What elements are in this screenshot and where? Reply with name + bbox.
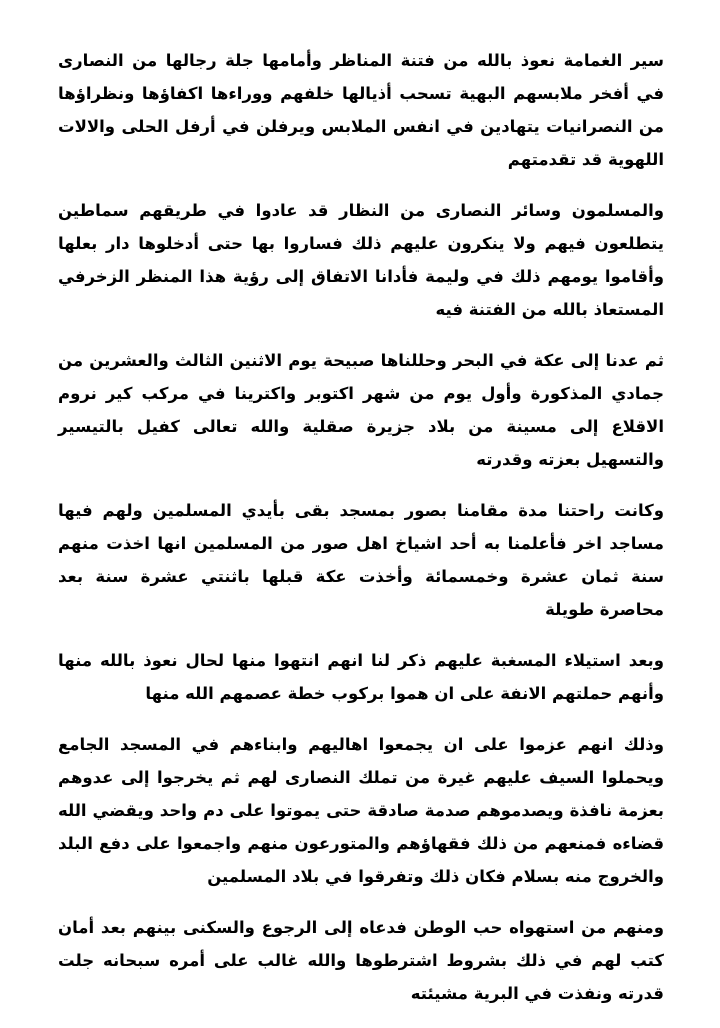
- paragraph-4: وكانت راحتنا مدة مقامنا بصور بمسجد بقى بأيدي المسلمين ولهم فيها مساجد اخر فأعلمنا به أحد اشياخ اهل صور من المسلمين انها اخذت منهم سنة ثمان عشرة وخمسمائة وأخذت عكة قبلها باثنتي عشرة سنة بعد محاصرة طويلة: [58, 501, 664, 619]
- document-body: [58, 44, 664, 1028]
- paragraph-2: والمسلمون وسائر النصارى من النظار قد عادوا في طريقهم سماطين يتطلعون فيهم ولا ينكرون عليهم ذلك فساروا بها حتى أدخلوها دار بعلها وأقاموا يومهم ذلك في وليمة فأدانا الاتفاق إلى رؤية هذا المنظر الزخرفي المستعاذ بالله من الفتنة فيه: [58, 201, 664, 319]
- paragraph-1: سير الغمامة نعوذ بالله من فتنة المناظر وأمامها جلة رجالها من النصارى في أفخر ملابسهم البهية تسحب أذيالها خلفهم ووراءها اكفاؤها ونظراؤها من النصرانيات يتهادين في انفس الملابس ويرفلن في أرفل الحلى والالات اللهوية قد تقدمتهم: [58, 51, 664, 169]
- paragraph-5: وبعد استيلاء المسغبة عليهم ذكر لنا انهم انتهوا منها لحال نعوذ بالله منها وأنهم حملتهم الانفة على ان هموا بركوب خطة عصمهم الله منها: [58, 651, 664, 703]
- paragraph-3: ثم عدنا إلى عكة في البحر وحللناها صبيحة يوم الاثنين الثالث والعشرين من جمادي المذكورة وأول يوم من شهر اكتوبر واكترينا في مركب كير نروم الاقلاع إلى مسينة من بلاد جزيرة صقلية والله تعالى كفيل بالتيسير والتسهيل بعزته وقدرته: [58, 351, 664, 469]
- paragraph-6: وذلك انهم عزموا على ان يجمعوا اهاليهم وابناءهم في المسجد الجامع ويحملوا السيف عليهم غيرة من تملك النصارى لهم ثم يخرجوا إلى عدوهم بعزمة نافذة ويصدموهم صدمة صادقة حتى يموتوا على دم واحد ويقضي الله قضاءه فمنعهم من ذلك فقهاؤهم والمتورعون منهم واجمعوا على دفع البلد والخروج منه بسلام فكان ذلك وتفرقوا في بلاد المسلمين: [58, 735, 664, 886]
- paragraph-7: ومنهم من استهواه حب الوطن فدعاه إلى الرجوع والسكنى بينهم بعد أمان كتب لهم في ذلك بشروط اشترطوها والله غالب على أمره سبحانه جلت قدرته ونفذت في البرية مشيئته: [58, 918, 664, 1003]
